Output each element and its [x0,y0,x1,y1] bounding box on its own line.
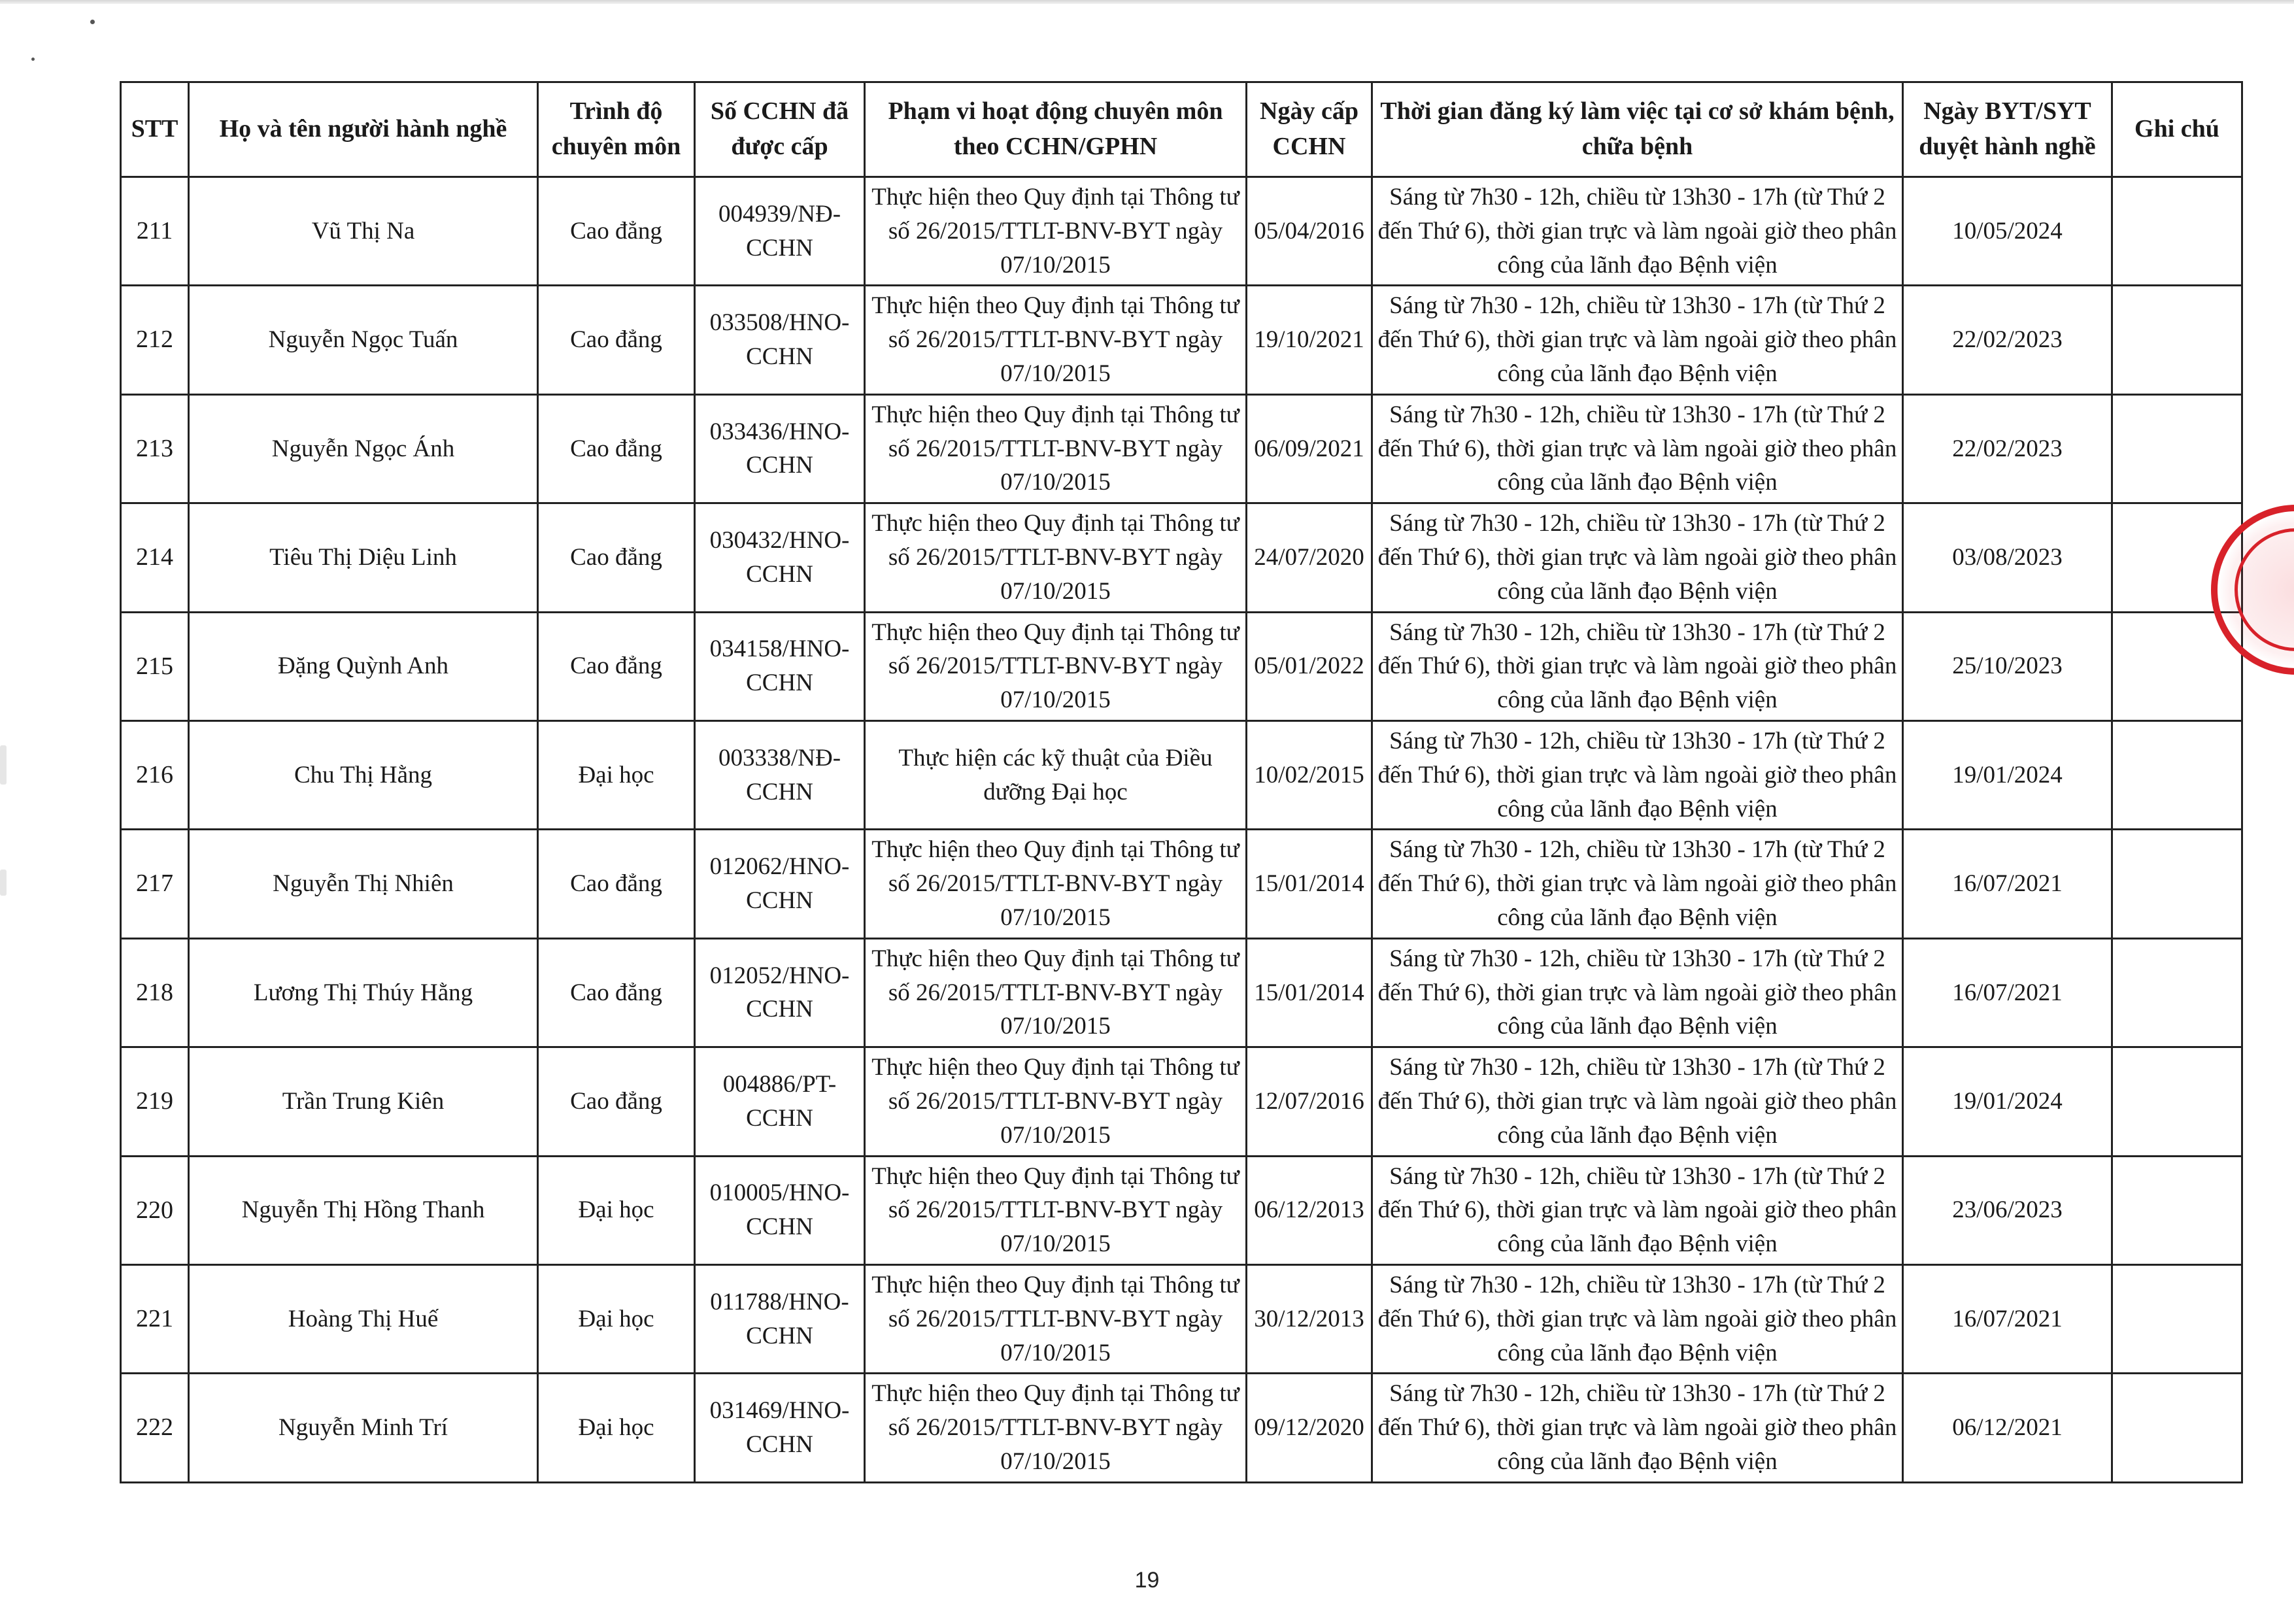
cell-approval-date: 06/12/2021 [1903,1374,2112,1482]
cell-working-hours: Sáng từ 7h30 - 12h, chiều từ 13h30 - 17h (từ Thứ 2 đến Thứ 6), thời gian trực và làm ngoài giờ theo phân công của lãnh đạo Bệnh viện [1372,938,1903,1047]
cell-name: Trần Trung Kiên [189,1047,538,1156]
page-number: 19 [1134,1568,1160,1593]
practitioner-register-table [120,81,2243,1483]
table-row [121,938,2242,1047]
header-stt: STT [121,82,189,177]
cell-cchn-number: 034158/HNO-CCHN [695,612,865,720]
cell-name: Vũ Thị Na [189,177,538,286]
cell-working-hours: Sáng từ 7h30 - 12h, chiều từ 13h30 - 17h (từ Thứ 2 đến Thứ 6), thời gian trực và làm ngoài giờ theo phân công của lãnh đạo Bệnh viện [1372,1047,1903,1156]
table-header [121,82,2242,177]
table-row [121,1264,2242,1373]
cell-stt: 219 [121,1047,189,1156]
scan-speck [90,20,95,24]
cell-note [2112,720,2242,829]
scan-mark [0,745,7,785]
cell-level: Cao đẳng [538,938,695,1047]
cell-issue-date: 15/01/2014 [1247,830,1372,938]
cell-scope: Thực hiện theo Quy định tại Thông tư số 26/2015/TTLT-BNV-BYT ngày 07/10/2015 [865,503,1247,612]
cell-cchn-number: 011788/HNO-CCHN [695,1264,865,1373]
cell-working-hours: Sáng từ 7h30 - 12h, chiều từ 13h30 - 17h (từ Thứ 2 đến Thứ 6), thời gian trực và làm ngoài giờ theo phân công của lãnh đạo Bệnh viện [1372,286,1903,394]
cell-issue-date: 15/01/2014 [1247,938,1372,1047]
header-note: Ghi chú [2112,82,2242,177]
cell-issue-date: 05/04/2016 [1247,177,1372,286]
cell-scope: Thực hiện theo Quy định tại Thông tư số 26/2015/TTLT-BNV-BYT ngày 07/10/2015 [865,1047,1247,1156]
scan-top-edge [0,0,2294,4]
cell-note [2112,394,2242,503]
cell-issue-date: 12/07/2016 [1247,1047,1372,1156]
cell-stt: 212 [121,286,189,394]
cell-approval-date: 10/05/2024 [1903,177,2112,286]
stamp-inner-ring [2235,528,2294,651]
cell-level: Cao đẳng [538,503,695,612]
cell-approval-date: 22/02/2023 [1903,286,2112,394]
cell-note [2112,830,2242,938]
cell-approval-date: 16/07/2021 [1903,1264,2112,1373]
cell-stt: 221 [121,1264,189,1373]
cell-cchn-number: 012052/HNO-CCHN [695,938,865,1047]
cell-stt: 211 [121,177,189,286]
cell-working-hours: Sáng từ 7h30 - 12h, chiều từ 13h30 - 17h (từ Thứ 2 đến Thứ 6), thời gian trực và làm ngoài giờ theo phân công của lãnh đạo Bệnh viện [1372,830,1903,938]
scan-speck [31,58,35,61]
cell-scope: Thực hiện theo Quy định tại Thông tư số 26/2015/TTLT-BNV-BYT ngày 07/10/2015 [865,938,1247,1047]
cell-name: Hoàng Thị Huế [189,1264,538,1373]
cell-stt: 214 [121,503,189,612]
cell-scope: Thực hiện theo Quy định tại Thông tư số 26/2015/TTLT-BNV-BYT ngày 07/10/2015 [865,830,1247,938]
cell-approval-date: 19/01/2024 [1903,1047,2112,1156]
cell-approval-date: 03/08/2023 [1903,503,2112,612]
cell-approval-date: 16/07/2021 [1903,830,2112,938]
cell-cchn-number: 033508/HNO-CCHN [695,286,865,394]
cell-stt: 218 [121,938,189,1047]
cell-name: Đặng Quỳnh Anh [189,612,538,720]
cell-cchn-number: 030432/HNO-CCHN [695,503,865,612]
cell-stt: 215 [121,612,189,720]
cell-stt: 222 [121,1374,189,1482]
cell-issue-date: 06/09/2021 [1247,394,1372,503]
cell-stt: 220 [121,1156,189,1264]
cell-name: Nguyễn Minh Trí [189,1374,538,1482]
cell-working-hours: Sáng từ 7h30 - 12h, chiều từ 13h30 - 17h (từ Thứ 2 đến Thứ 6), thời gian trực và làm ngoài giờ theo phân công của lãnh đạo Bệnh viện [1372,394,1903,503]
cell-working-hours: Sáng từ 7h30 - 12h, chiều từ 13h30 - 17h (từ Thứ 2 đến Thứ 6), thời gian trực và làm ngoài giờ theo phân công của lãnh đạo Bệnh viện [1372,1264,1903,1373]
cell-scope: Thực hiện theo Quy định tại Thông tư số 26/2015/TTLT-BNV-BYT ngày 07/10/2015 [865,1374,1247,1482]
table-row [121,177,2242,286]
header-approval-date: Ngày BYT/SYT duyệt hành nghề [1903,82,2112,177]
cell-level: Cao đẳng [538,1047,695,1156]
table-row [121,503,2242,612]
table-row [121,830,2242,938]
cell-scope: Thực hiện các kỹ thuật của Điều dưỡng Đại học [865,720,1247,829]
cell-name: Nguyễn Ngọc Tuấn [189,286,538,394]
table-row [121,720,2242,829]
cell-cchn-number: 004886/PT-CCHN [695,1047,865,1156]
cell-note [2112,177,2242,286]
cell-note [2112,1047,2242,1156]
table-row [121,394,2242,503]
cell-level: Cao đẳng [538,612,695,720]
cell-working-hours: Sáng từ 7h30 - 12h, chiều từ 13h30 - 17h (từ Thứ 2 đến Thứ 6), thời gian trực và làm ngoài giờ theo phân công của lãnh đạo Bệnh viện [1372,1156,1903,1264]
cell-cchn-number: 031469/HNO-CCHN [695,1374,865,1482]
cell-cchn-number: 004939/NĐ-CCHN [695,177,865,286]
cell-note [2112,938,2242,1047]
cell-scope: Thực hiện theo Quy định tại Thông tư số 26/2015/TTLT-BNV-BYT ngày 07/10/2015 [865,286,1247,394]
cell-cchn-number: 033436/HNO-CCHN [695,394,865,503]
cell-scope: Thực hiện theo Quy định tại Thông tư số 26/2015/TTLT-BNV-BYT ngày 07/10/2015 [865,177,1247,286]
cell-working-hours: Sáng từ 7h30 - 12h, chiều từ 13h30 - 17h (từ Thứ 2 đến Thứ 6), thời gian trực và làm ngoài giờ theo phân công của lãnh đạo Bệnh viện [1372,503,1903,612]
header-working-hours: Thời gian đăng ký làm việc tại cơ sở khám bệnh, chữa bệnh [1372,82,1903,177]
table-row [121,1047,2242,1156]
header-level: Trình độ chuyên môn [538,82,695,177]
cell-issue-date: 06/12/2013 [1247,1156,1372,1264]
cell-issue-date: 10/02/2015 [1247,720,1372,829]
cell-approval-date: 16/07/2021 [1903,938,2112,1047]
cell-note [2112,1264,2242,1373]
cell-stt: 217 [121,830,189,938]
cell-level: Đại học [538,720,695,829]
cell-approval-date: 23/06/2023 [1903,1156,2112,1264]
table-row [121,612,2242,720]
header-cchn-number: Số CCHN đã được cấp [695,82,865,177]
cell-issue-date: 24/07/2020 [1247,503,1372,612]
header-row [121,82,2242,177]
cell-scope: Thực hiện theo Quy định tại Thông tư số 26/2015/TTLT-BNV-BYT ngày 07/10/2015 [865,612,1247,720]
cell-stt: 216 [121,720,189,829]
cell-level: Đại học [538,1264,695,1373]
cell-working-hours: Sáng từ 7h30 - 12h, chiều từ 13h30 - 17h (từ Thứ 2 đến Thứ 6), thời gian trực và làm ngoài giờ theo phân công của lãnh đạo Bệnh viện [1372,720,1903,829]
cell-stt: 213 [121,394,189,503]
cell-name: Nguyễn Ngọc Ánh [189,394,538,503]
table-body [121,177,2242,1483]
cell-name: Lương Thị Thúy Hằng [189,938,538,1047]
cell-name: Nguyễn Thị Hồng Thanh [189,1156,538,1264]
cell-note [2112,286,2242,394]
header-scope: Phạm vi hoạt động chuyên môn theo CCHN/GPHN [865,82,1247,177]
header-name: Họ và tên người hành nghề [189,82,538,177]
cell-approval-date: 25/10/2023 [1903,612,2112,720]
cell-level: Cao đẳng [538,177,695,286]
scan-mark [0,870,7,896]
header-issue-date: Ngày cấp CCHN [1247,82,1372,177]
cell-issue-date: 05/01/2022 [1247,612,1372,720]
cell-scope: Thực hiện theo Quy định tại Thông tư số 26/2015/TTLT-BNV-BYT ngày 07/10/2015 [865,1264,1247,1373]
table-row [121,286,2242,394]
cell-scope: Thực hiện theo Quy định tại Thông tư số 26/2015/TTLT-BNV-BYT ngày 07/10/2015 [865,394,1247,503]
cell-issue-date: 09/12/2020 [1247,1374,1372,1482]
cell-cchn-number: 012062/HNO-CCHN [695,830,865,938]
table-row [121,1156,2242,1264]
cell-working-hours: Sáng từ 7h30 - 12h, chiều từ 13h30 - 17h (từ Thứ 2 đến Thứ 6), thời gian trực và làm ngoài giờ theo phân công của lãnh đạo Bệnh viện [1372,1374,1903,1482]
cell-cchn-number: 003338/NĐ-CCHN [695,720,865,829]
cell-working-hours: Sáng từ 7h30 - 12h, chiều từ 13h30 - 17h (từ Thứ 2 đến Thứ 6), thời gian trực và làm ngoài giờ theo phân công của lãnh đạo Bệnh viện [1372,612,1903,720]
cell-level: Cao đẳng [538,830,695,938]
cell-level: Cao đẳng [538,286,695,394]
cell-name: Nguyễn Thị Nhiên [189,830,538,938]
cell-issue-date: 19/10/2021 [1247,286,1372,394]
cell-cchn-number: 010005/HNO-CCHN [695,1156,865,1264]
cell-approval-date: 22/02/2023 [1903,394,2112,503]
cell-working-hours: Sáng từ 7h30 - 12h, chiều từ 13h30 - 17h (từ Thứ 2 đến Thứ 6), thời gian trực và làm ngoài giờ theo phân công của lãnh đạo Bệnh viện [1372,177,1903,286]
cell-name: Tiêu Thị Diệu Linh [189,503,538,612]
cell-name: Chu Thị Hằng [189,720,538,829]
table-row [121,1374,2242,1482]
cell-approval-date: 19/01/2024 [1903,720,2112,829]
cell-level: Cao đẳng [538,394,695,503]
cell-level: Đại học [538,1156,695,1264]
cell-level: Đại học [538,1374,695,1482]
cell-note [2112,1156,2242,1264]
cell-issue-date: 30/12/2013 [1247,1264,1372,1373]
cell-scope: Thực hiện theo Quy định tại Thông tư số 26/2015/TTLT-BNV-BYT ngày 07/10/2015 [865,1156,1247,1264]
cell-note [2112,1374,2242,1482]
